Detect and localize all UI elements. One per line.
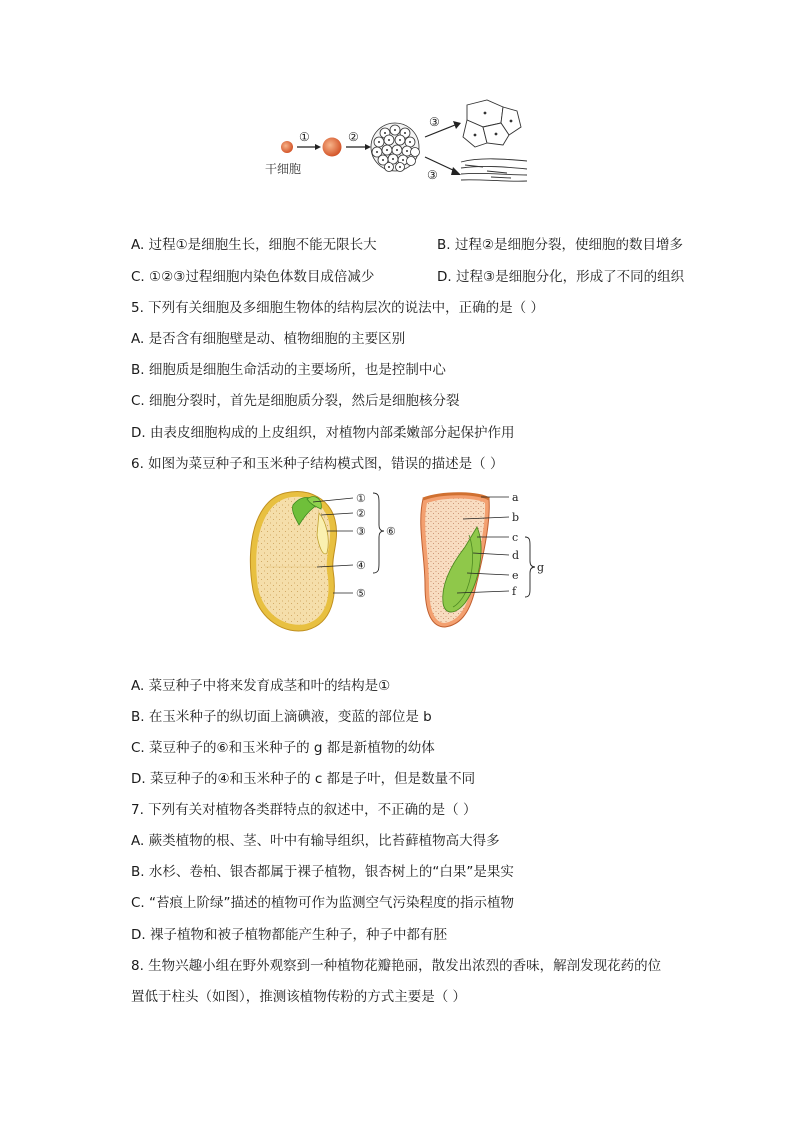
- step1-label: ①: [299, 130, 310, 144]
- q6-stem: 6. 如图为菜豆种子和玉米种子结构模式图，错误的描述是（ ）: [131, 456, 504, 472]
- q4-option-d: D. 过程③是细胞分化，形成了不同的组织: [437, 269, 685, 285]
- bean-label-5: ⑤: [356, 587, 366, 600]
- stem-cell-small: [281, 141, 293, 153]
- corn-label-f: f: [512, 585, 517, 598]
- bean-label-3: ③: [356, 525, 366, 538]
- q5-option-a: A. 是否含有细胞壁是动、植物细胞的主要区别: [131, 331, 406, 347]
- q6-option-a: A. 菜豆种子中将来发育成茎和叶的结构是①: [131, 678, 391, 694]
- q6-option-d: D. 菜豆种子的④和玉米种子的 c 都是子叶，但是数量不同: [131, 771, 476, 787]
- q6-option-b: B. 在玉米种子的纵切面上滴碘液，变蓝的部位是 b: [131, 709, 432, 725]
- seed-structure-figure: [245, 485, 555, 640]
- q5-option-d: D. 由表皮细胞构成的上皮组织，对植物内部柔嫩部分起保护作用: [131, 425, 515, 441]
- step3a-label: ③: [429, 115, 440, 129]
- step2-label: ②: [348, 130, 359, 144]
- q4-option-c: C. ①②③过程细胞内染色体数目成倍减少: [131, 269, 375, 285]
- corn-label-b: b: [512, 511, 520, 524]
- bean-label-6: ⑥: [386, 525, 396, 538]
- bean-label-2: ②: [356, 507, 366, 520]
- polygonal-tissue: [463, 100, 521, 147]
- q7-stem: 7. 下列有关对植物各类群特点的叙述中，不正确的是（ ）: [131, 802, 477, 818]
- q7-option-c: C. “苔痕上阶绿”描述的植物可作为监测空气污染程度的指示植物: [131, 895, 514, 911]
- q5-option-b: B. 细胞质是细胞生命活动的主要场所，也是控制中心: [131, 362, 446, 378]
- bean-label-1: ①: [356, 492, 366, 505]
- q5-stem: 5. 下列有关细胞及多细胞生物体的结构层次的说法中，正确的是（ ）: [131, 300, 544, 316]
- bean-seed: [250, 492, 336, 631]
- q8-stem-line1: 8. 生物兴趣小组在野外观察到一种植物花瓣艳丽，散发出浓烈的香味，解剖发现花药的位: [131, 958, 662, 974]
- corn-seed: [421, 494, 489, 627]
- q4-option-b: B. 过程②是细胞分裂，使细胞的数目增多: [437, 237, 683, 253]
- bean-label-4: ④: [356, 559, 366, 572]
- fiber-tissue: [461, 159, 527, 181]
- q8-stem-line2: 置低于柱头（如图），推测该植物传粉的方式主要是（ ）: [131, 989, 467, 1005]
- step3b-label: ③: [427, 168, 438, 182]
- q5-option-c: C. 细胞分裂时，首先是细胞质分裂，然后是细胞核分裂: [131, 393, 460, 409]
- corn-label-a: a: [512, 491, 519, 504]
- q6-option-c: C. 菜豆种子的⑥和玉米种子的 g 都是新植物的幼体: [131, 740, 435, 756]
- q7-option-b: B. 水杉、卷柏、银杏都属于裸子植物，银杏树上的“白果”是果实: [131, 864, 514, 880]
- q7-option-d: D. 裸子植物和被子植物都能产生种子，种子中都有胚: [131, 927, 447, 943]
- q4-option-a: A. 过程①是细胞生长，细胞不能无限长大: [131, 237, 377, 253]
- corn-label-c: c: [512, 531, 519, 544]
- stem-cell-process-figure: [255, 95, 545, 190]
- stem-cell-grown: [323, 138, 342, 157]
- corn-label-e: e: [512, 569, 519, 582]
- corn-label-g: g: [537, 561, 545, 574]
- q7-option-a: A. 蕨类植物的根、茎、叶中有输导组织，比苔藓植物高大得多: [131, 833, 500, 849]
- stem-cell-label: 干细胞: [265, 162, 302, 176]
- corn-label-d: d: [512, 549, 520, 562]
